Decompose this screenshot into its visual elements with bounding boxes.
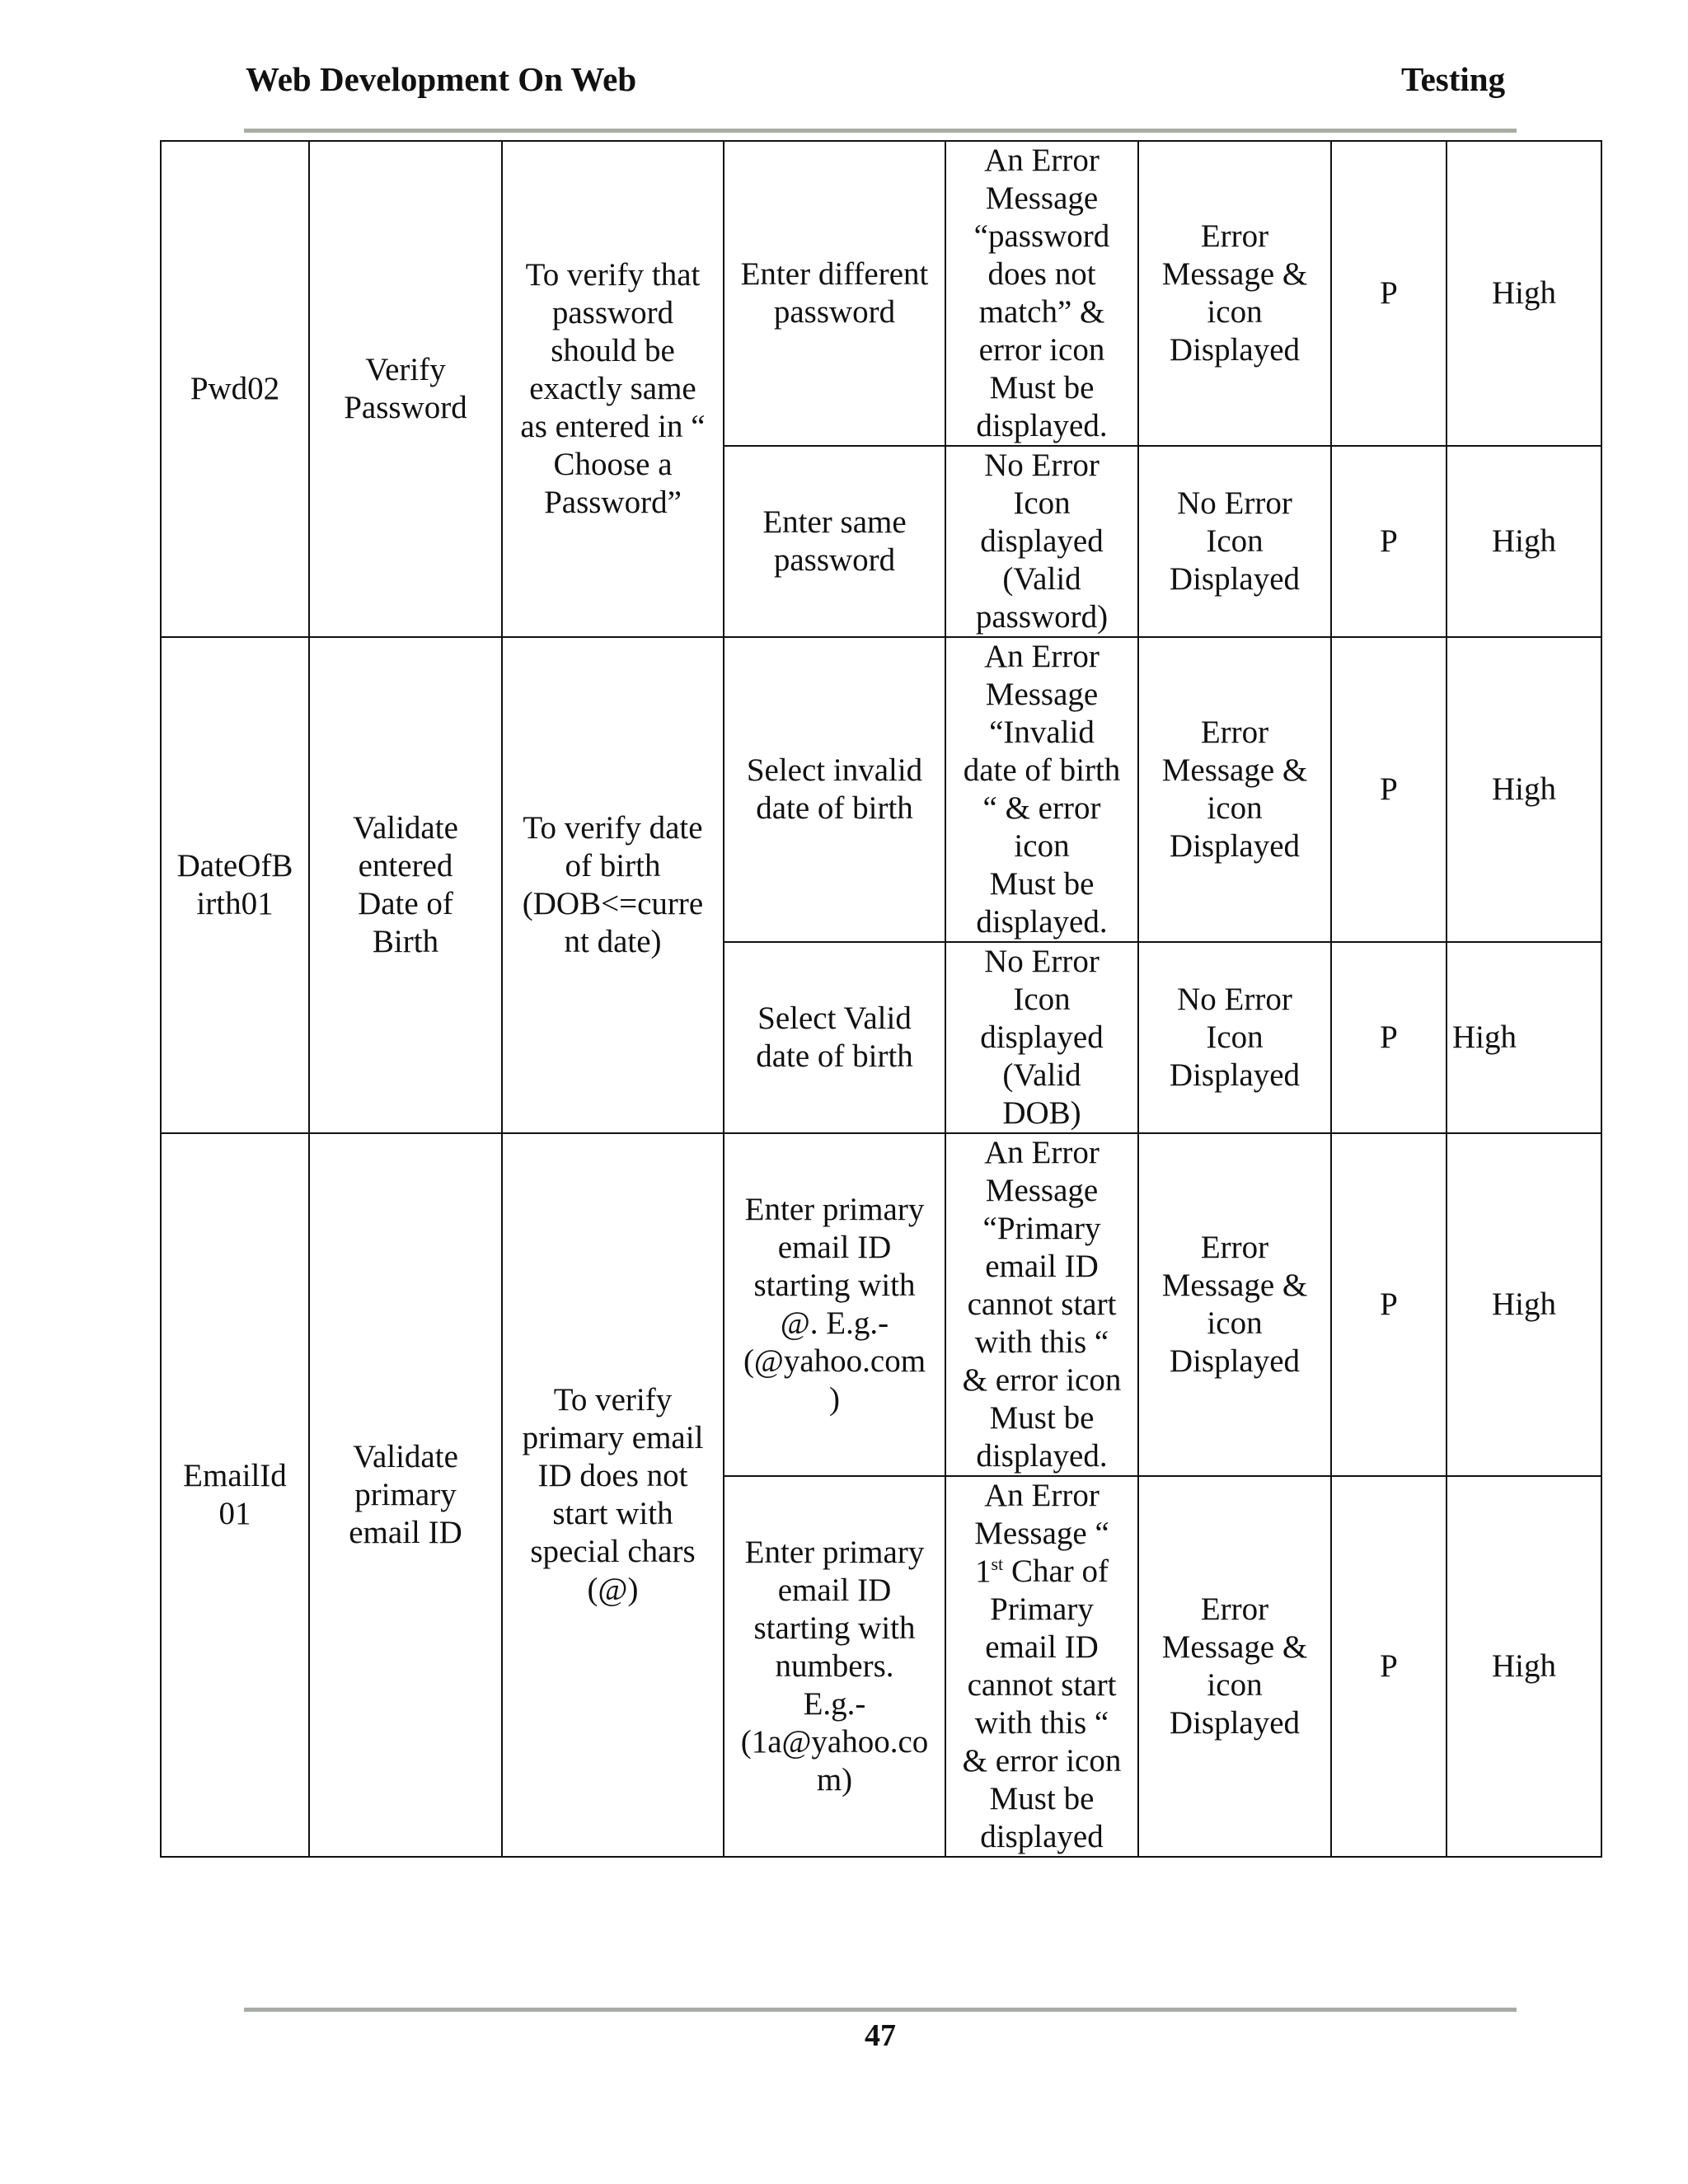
expected-result-cell: No Error Icon displayed (Valid password) <box>945 446 1138 637</box>
test-objective-cell: To verify date of birth (DOB<=curre nt date) <box>502 637 724 1133</box>
table-row <box>161 637 1601 942</box>
test-objective-cell: To verify primary email ID does not start with special chars (@) <box>502 1133 724 1857</box>
expected-result-cell: An Error Message “Primary email ID cannot start with this “ & error icon Must be displayed. <box>945 1133 1138 1476</box>
actual-result-cell: Error Message & icon Displayed <box>1138 637 1331 942</box>
test-input-cell: Enter primary email ID starting with @. E.g.- (@yahoo.com ) <box>724 1133 945 1476</box>
status-cell: P <box>1331 942 1447 1133</box>
test-objective-cell: To verify that password should be exactly same as entered in “ Choose a Password” <box>502 141 724 637</box>
test-input-cell: Select Valid date of birth <box>724 942 945 1133</box>
table-row <box>161 1133 1601 1476</box>
expected-result-cell: No Error Icon displayed (Valid DOB) <box>945 942 1138 1133</box>
test-input-cell: Enter primary email ID starting with numbers. E.g.- (1a@yahoo.co m) <box>724 1476 945 1857</box>
header-title: Web Development On Web <box>246 60 637 98</box>
status-cell: P <box>1331 141 1447 446</box>
priority-cell: High <box>1447 141 1601 446</box>
header-section: Testing <box>1401 60 1506 98</box>
actual-result-cell: No Error Icon Displayed <box>1138 446 1331 637</box>
ordinal-suffix: st <box>991 1554 1004 1574</box>
test-case-table <box>160 140 1602 1858</box>
test-action-cell: Validate entered Date of Birth <box>309 637 502 1133</box>
status-cell: P <box>1331 1476 1447 1857</box>
expected-result-cell: An Error Message “password does not match” & error icon Must be displayed. <box>945 141 1138 446</box>
test-id-cell: EmailId 01 <box>161 1133 309 1857</box>
expected-result-cell: An Error Message “Invalid date of birth “ & error icon Must be displayed. <box>945 637 1138 942</box>
priority-cell: High <box>1447 637 1601 942</box>
expected-result-cell <box>945 1476 1138 1857</box>
test-input-cell: Enter same password <box>724 446 945 637</box>
priority-cell: High <box>1447 942 1601 1133</box>
test-input-cell: Select invalid date of birth <box>724 637 945 942</box>
page-number: 47 <box>865 2018 896 2053</box>
table-row <box>161 141 1601 446</box>
priority-cell: High <box>1447 1133 1601 1476</box>
test-action-cell: Validate primary email ID <box>309 1133 502 1857</box>
test-input-cell: Enter different password <box>724 141 945 446</box>
actual-result-cell: No Error Icon Displayed <box>1138 942 1331 1133</box>
test-action-cell: Verify Password <box>309 141 502 637</box>
status-cell: P <box>1331 1133 1447 1476</box>
test-id-cell: DateOfB irth01 <box>161 637 309 1133</box>
expected-text-end: Char of Primary email ID cannot start with this “ & error icon Must be displayed <box>962 1554 1122 1854</box>
priority-cell: High <box>1447 1476 1601 1857</box>
actual-result-cell: Error Message & icon Displayed <box>1138 1476 1331 1857</box>
footer-divider <box>244 2008 1517 2012</box>
actual-result-cell: Error Message & icon Displayed <box>1138 141 1331 446</box>
header-divider <box>244 129 1517 133</box>
expected-text-start: An Error Message “ 1 <box>974 1478 1109 1589</box>
actual-result-cell: Error Message & icon Displayed <box>1138 1133 1331 1476</box>
priority-cell: High <box>1447 446 1601 637</box>
status-cell: P <box>1331 446 1447 637</box>
status-cell: P <box>1331 637 1447 942</box>
test-id-cell: Pwd02 <box>161 141 309 637</box>
